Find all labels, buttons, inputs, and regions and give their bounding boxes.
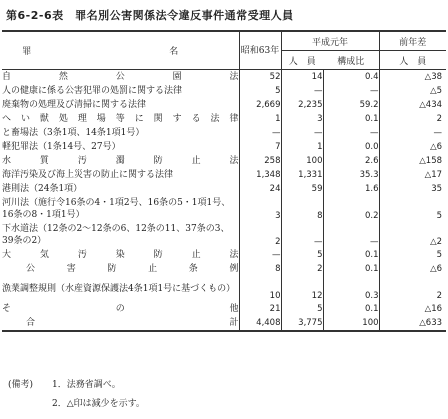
cell-h1: 14 (281, 70, 323, 85)
cell-ratio: 0.2 (323, 196, 379, 222)
cell-ratio: 100 (323, 316, 379, 331)
cell-diff: △6 (430, 142, 443, 152)
cell-h1: — (281, 126, 323, 140)
cell-h1: 1 (281, 140, 323, 154)
cell-h1: 2,235 (281, 98, 323, 112)
cell-ratio: 0.1 (323, 248, 379, 262)
cell-h1: 3 (281, 112, 323, 126)
cell-s63: — (239, 126, 281, 140)
table-row (2, 70, 446, 85)
table-row (2, 168, 446, 182)
cell-diff: 2 (436, 291, 443, 301)
table-row (2, 262, 446, 276)
cell-ratio: — (323, 126, 379, 140)
cell-h1: 5 (281, 302, 323, 316)
cell-h1: 12 (281, 276, 323, 302)
cell-diff: △2 (430, 237, 443, 247)
cell-s63: 258 (239, 154, 281, 168)
note-1: 1．法務省調べ。 (52, 380, 121, 390)
row-name: と畜場法（3条1項、14条1項1号） (2, 126, 239, 140)
cell-h1: 1,331 (281, 168, 323, 182)
cell-ratio: 0.3 (323, 276, 379, 302)
cell-s63: 7 (239, 140, 281, 154)
header-diff-persons: 人 員 (379, 51, 446, 70)
row-name: 河川法（施行令16条の4・1項2号、16条の5・1項1号、16条の8・1項1号） (2, 196, 239, 222)
cell-diff: △38 (424, 72, 443, 82)
cell-h1: 3,775 (281, 316, 323, 331)
table-row (2, 248, 446, 262)
cell-ratio: 0.1 (323, 112, 379, 126)
cell-s63: 5 (239, 84, 281, 98)
cell-s63: 3 (239, 196, 281, 222)
cell-ratio: — (323, 84, 379, 98)
cell-diff: △158 (419, 156, 443, 166)
cell-h1: 2 (281, 262, 323, 276)
cell-s63: 2 (239, 222, 281, 248)
cell-s63: 24 (239, 182, 281, 196)
cell-s63: 2,669 (239, 98, 281, 112)
cell-s63: 10 (239, 276, 281, 302)
row-name: 港則法（24条1項） (2, 182, 239, 196)
row-name: 下水道法（12条の2～12条の6、12条の11、37条の3、39条の2） (2, 222, 239, 248)
row-name: 廃棄物の処理及び清掃に関する法律 (2, 98, 239, 112)
cell-diff: △16 (424, 304, 443, 314)
table-row (2, 222, 446, 248)
cell-diff: △434 (419, 100, 443, 110)
table-row (2, 154, 446, 168)
cell-h1: — (281, 222, 323, 248)
header-heisei1: 平成元年 (281, 31, 379, 51)
header-ratio: 構成比 (323, 51, 379, 70)
cell-ratio: 0.0 (323, 140, 379, 154)
row-name: そ の 他 (2, 304, 239, 314)
cell-ratio: 2.6 (323, 154, 379, 168)
note-2: 2．△印は減少を示す。 (52, 399, 145, 409)
notes-label: (備考) (8, 380, 34, 390)
table-row (2, 84, 446, 98)
header-showa63: 昭和63年 (239, 31, 281, 70)
header-name: 罪 名 (2, 31, 239, 70)
total-label: 合 計 (2, 316, 239, 331)
cell-s63: 4,408 (239, 316, 281, 331)
cell-ratio: 0.1 (323, 302, 379, 316)
cell-s63: 8 (239, 262, 281, 276)
total-row (2, 316, 446, 331)
cell-h1: 59 (281, 182, 323, 196)
row-name: 大 気 汚 染 防 止 法 (2, 250, 239, 260)
row-name: へい獣処理場等に関する法律 (2, 114, 239, 124)
cell-diff: 5 (436, 250, 443, 260)
row-name: 自 然 公 園 法 (2, 70, 239, 85)
cell-h1: — (281, 84, 323, 98)
header-row (2, 31, 446, 51)
cell-diff: 35 (431, 184, 443, 194)
cell-ratio: 0.1 (323, 262, 379, 276)
cell-h1: 5 (281, 248, 323, 262)
table-row (2, 98, 446, 112)
row-name: 軽犯罪法（1条14号、27号） (2, 140, 239, 154)
cell-ratio: 35.3 (323, 168, 379, 182)
cell-ratio: — (323, 222, 379, 248)
cell-s63: 52 (239, 70, 281, 85)
cell-diff: — (433, 128, 443, 138)
cell-ratio: 59.2 (323, 98, 379, 112)
header-persons: 人 員 (281, 51, 323, 70)
cell-s63: — (239, 248, 281, 262)
row-name: 公 害 防 止 条 例 (2, 262, 239, 276)
cell-h1: 8 (281, 196, 323, 222)
cell-diff: 5 (436, 211, 443, 221)
cell-diff: △6 (430, 264, 443, 274)
cell-s63: 21 (239, 302, 281, 316)
page-title: 第6-2-6表 罪名別公害関係法令違反事件通常受理人員 (6, 9, 294, 22)
cell-diff: △5 (430, 86, 443, 96)
cell-diff: △17 (424, 170, 443, 180)
cell-diff: △633 (379, 316, 446, 331)
cell-h1: 100 (281, 154, 323, 168)
table-row (2, 140, 446, 154)
cell-s63: 1 (239, 112, 281, 126)
row-name: 人の健康に係る公害犯罪の処罰に関する法律 (2, 84, 239, 98)
row-name: 水 質 汚 濁 防 止 法 (2, 156, 239, 166)
table-row (2, 302, 446, 316)
header-diff: 前年差 (379, 31, 446, 51)
table-row (2, 196, 446, 222)
table-row (2, 126, 446, 140)
row-name: 海洋汚染及び海上災害の防止に関する法律 (2, 168, 239, 182)
row-name: 漁業調整規則（水産資源保護法4条1項1号に基づくもの） (2, 276, 239, 302)
table-row (2, 182, 446, 196)
table-row (2, 112, 446, 126)
cell-diff: 2 (436, 114, 443, 124)
table-row (2, 276, 446, 302)
cell-ratio: 1.6 (323, 182, 379, 196)
statistics-table (2, 30, 446, 332)
cell-ratio: 0.4 (323, 70, 379, 85)
cell-s63: 1,348 (239, 168, 281, 182)
